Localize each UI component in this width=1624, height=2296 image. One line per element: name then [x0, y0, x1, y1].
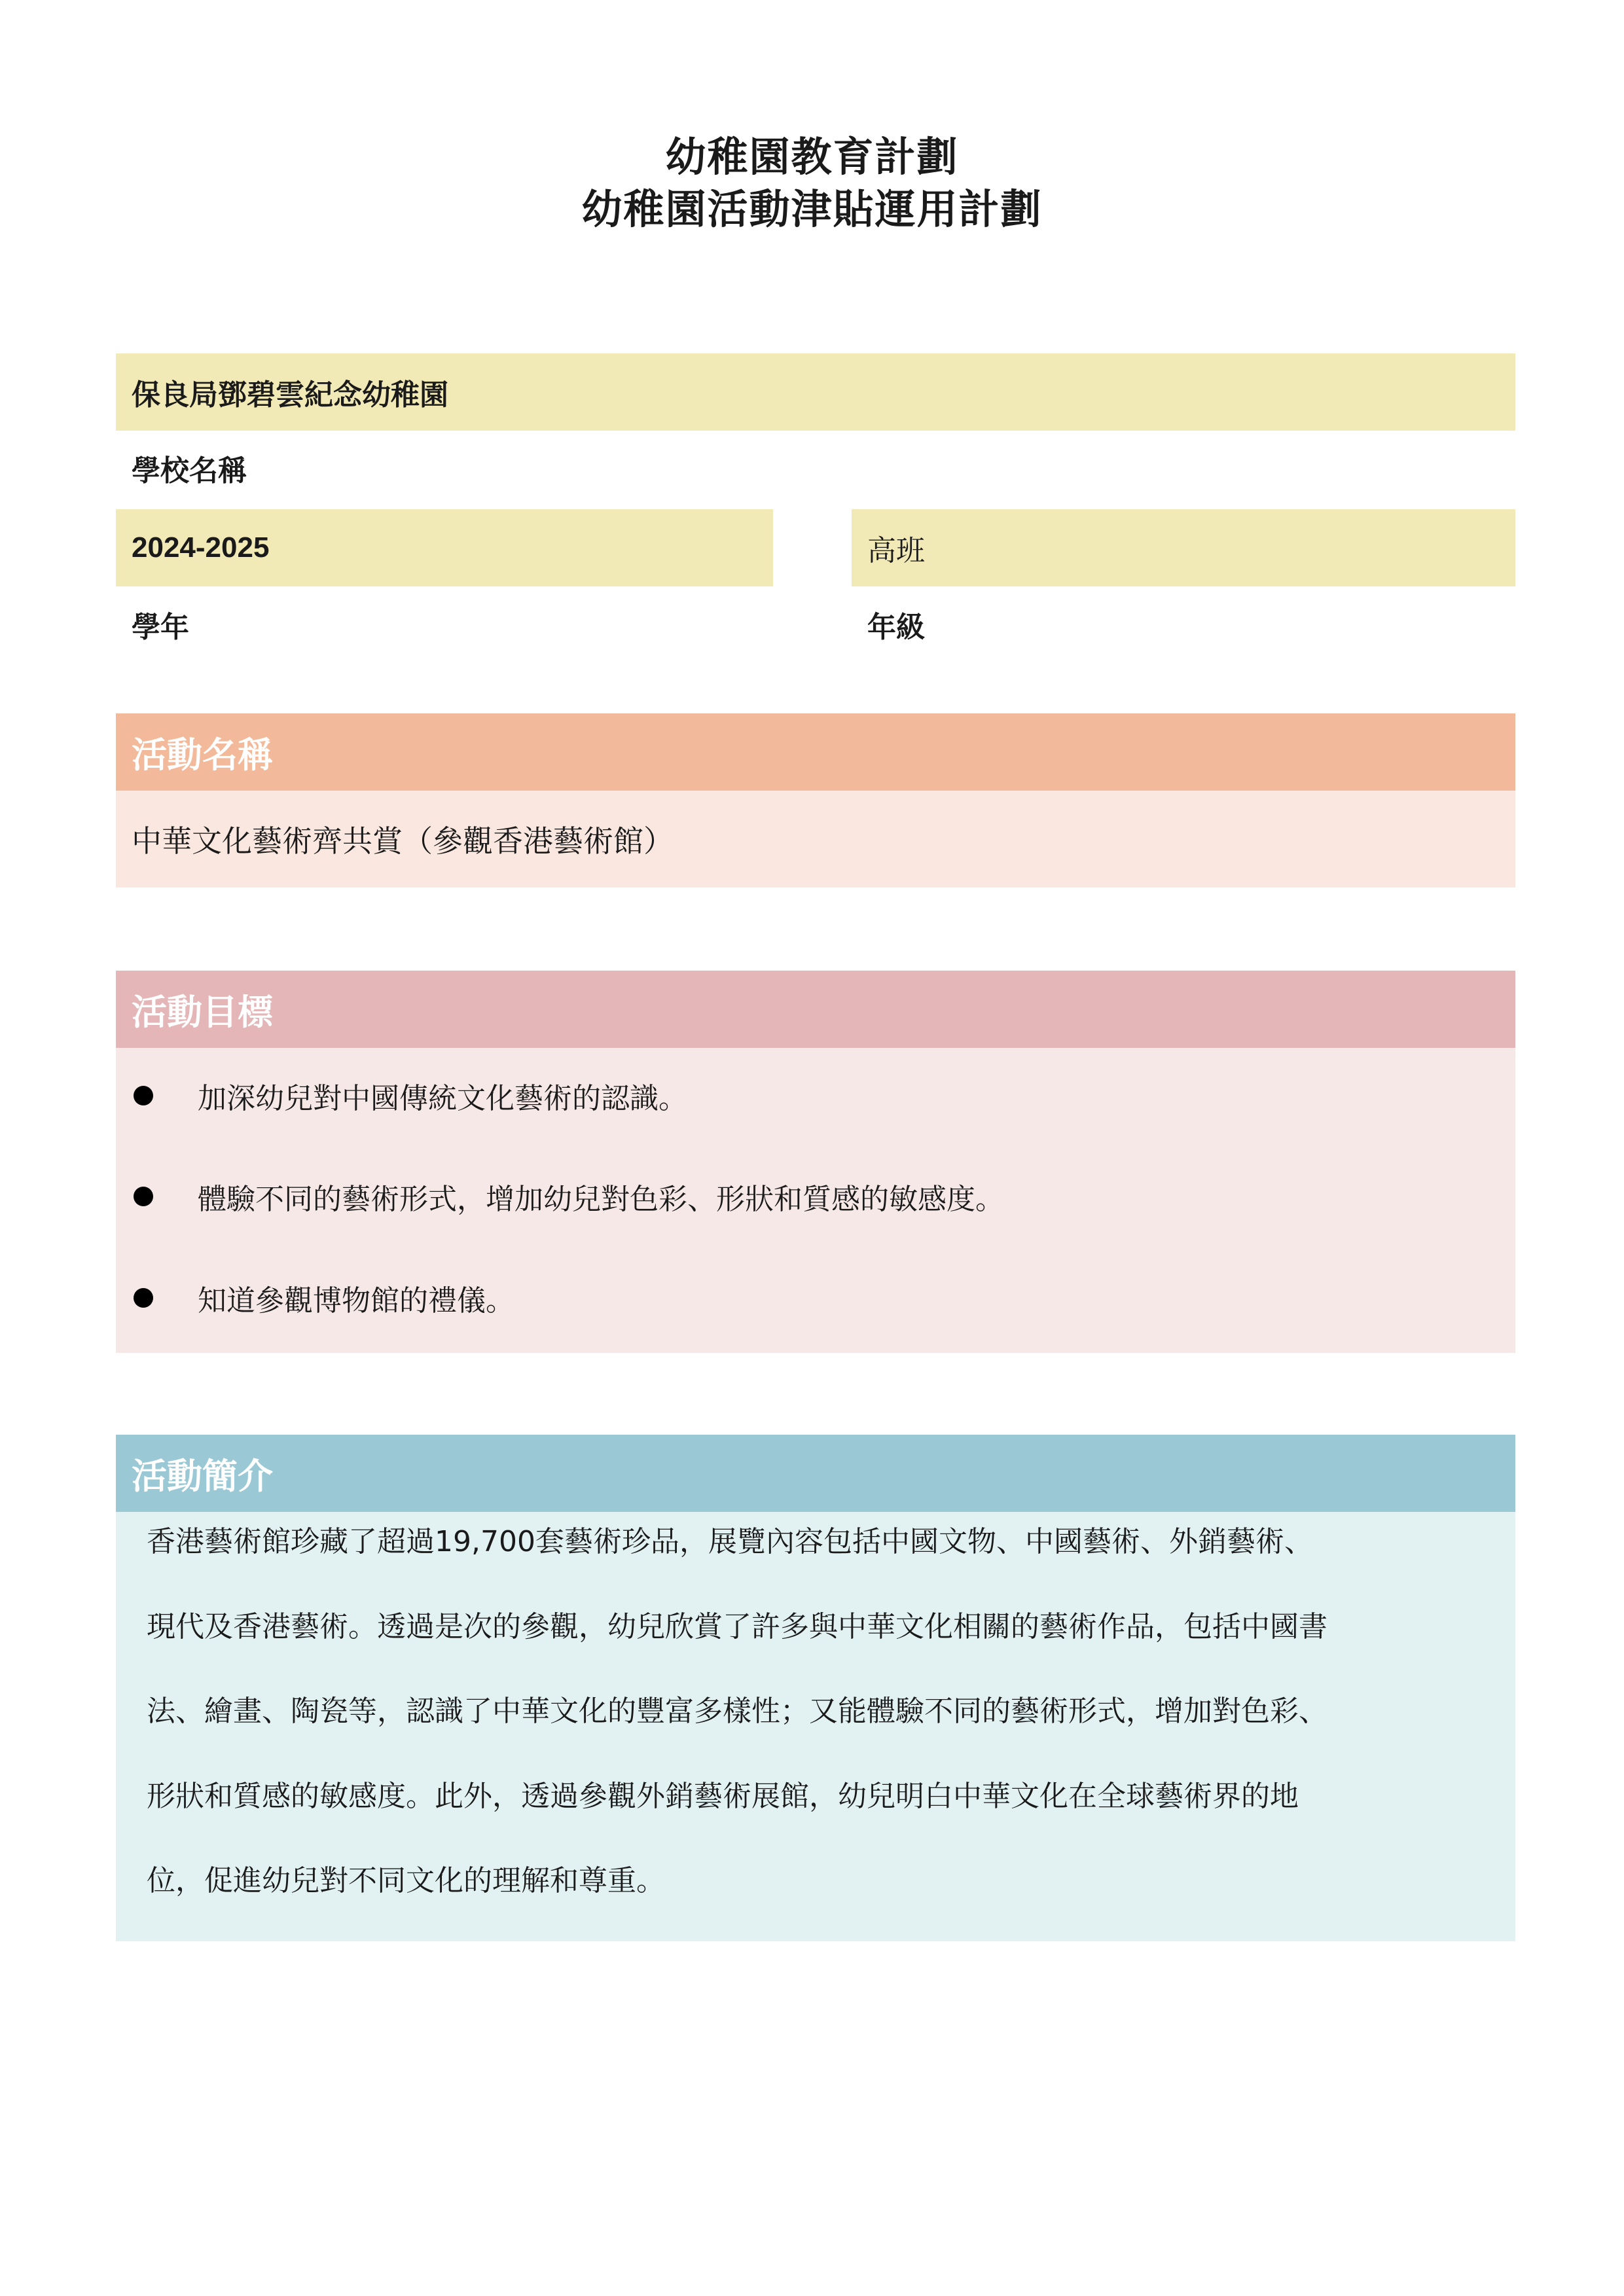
grade-value: 高班 [867, 534, 925, 567]
objectives-header-text: 活動目標 [132, 991, 273, 1033]
objective-text: 體驗不同的藝術形式，增加幼兒對色彩、形狀和質感的敏感度。 [198, 1183, 1004, 1216]
objective-text: 加深幼兒對中國傳統文化藝術的認識。 [198, 1082, 687, 1115]
document-title [0, 131, 1624, 236]
introduction-header [116, 1435, 1515, 1512]
bullet-icon [134, 1187, 153, 1206]
introduction-line: 法、繪畫、陶瓷等，認識了中華文化的豐富多樣性；又能體驗不同的藝術形式，增加對色彩、 [147, 1695, 1327, 1728]
bullet-icon [134, 1086, 153, 1105]
title-line-1: 幼稚園教育計劃 [665, 133, 959, 181]
introduction-line: 現代及香港藝術。透過是次的參觀，幼兒欣賞了許多與中華文化相關的藝術作品，包括中國書 [147, 1610, 1327, 1643]
activity-name-header [116, 713, 1515, 791]
activity-name-body [116, 791, 1515, 888]
school-name-label: 學校名稱 [132, 454, 247, 488]
activity-name-value: 中華文化藝術齊共賞（參觀香港藝術館） [132, 823, 674, 859]
title-line-2: 幼稚園活動津貼運用計劃 [581, 185, 1043, 233]
school-name-value: 保良局鄧碧雲紀念幼稚園 [132, 378, 448, 412]
introduction-header-text: 活動簡介 [132, 1455, 273, 1497]
objectives-header [116, 971, 1515, 1048]
introduction-line: 香港藝術館珍藏了超過19,700套藝術珍品，展覽內容包括中國文物、中國藝術、外銷藝術、 [147, 1525, 1313, 1558]
grade-label: 年級 [867, 611, 925, 644]
introduction-line: 形狀和質感的敏感度。此外，透過參觀外銷藝術展館，幼兒明白中華文化在全球藝術界的地 [147, 1780, 1299, 1813]
school-year-value: 2024-2025 [132, 531, 270, 564]
school-year-label: 學年 [132, 611, 189, 644]
objectives-body [116, 1048, 1515, 1353]
school-name-box [116, 353, 1515, 431]
school-year-box [116, 509, 773, 586]
introduction-line: 位，促進幼兒對不同文化的理解和尊重。 [147, 1864, 665, 1897]
activity-name-header-text: 活動名稱 [132, 734, 273, 776]
bullet-icon [134, 1288, 153, 1308]
grade-box [852, 509, 1515, 586]
objective-text: 知道參觀博物館的禮儀。 [198, 1284, 514, 1318]
introduction-body [116, 1512, 1515, 1941]
